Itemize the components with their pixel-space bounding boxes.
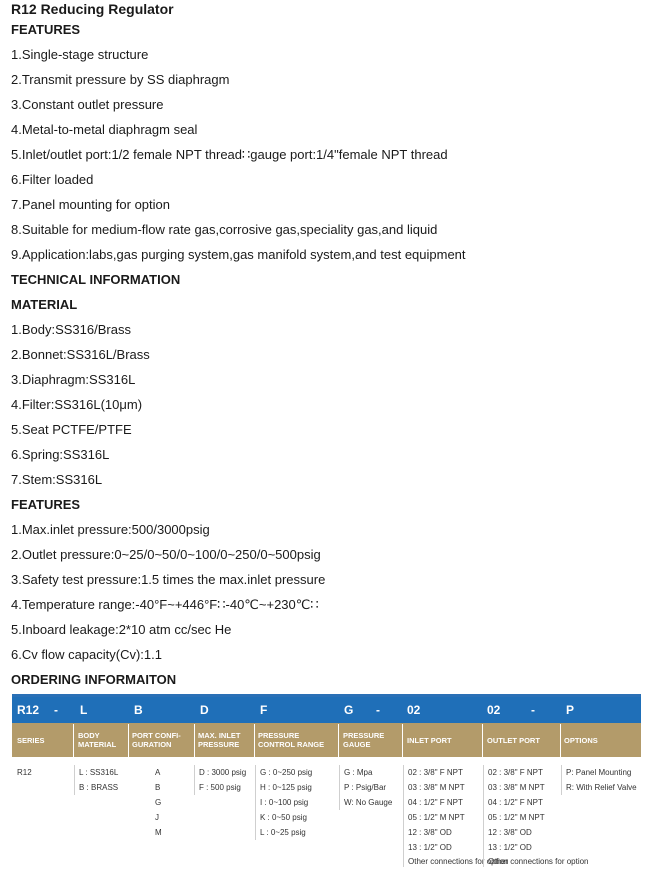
spec-item: 4.Temperature range:-40°F~+446°F∷-40℃~+230℃∷	[11, 597, 319, 612]
spec-item: 5.Inboard leakage:2*10 atm cc/sec He	[11, 622, 232, 637]
feature-item: 8.Suitable for medium-flow rate gas,corrosive gas,speciality gas,and liquid	[11, 222, 438, 237]
material-item: 3.Diaphragm:SS316L	[11, 372, 136, 387]
label-series: SERIES	[17, 735, 45, 745]
inlet-port-value: 02 : 3/8" F NPT	[408, 768, 463, 777]
body-material-value: L : SS316L	[79, 768, 119, 777]
outlet-port-value: 02 : 3/8" F NPT	[488, 768, 543, 777]
ordering-heading: ORDERING INFORMAITON	[11, 672, 177, 687]
port-config-column	[155, 765, 162, 840]
label-pressure-range: PRESSURE CONTROL RANGE	[258, 731, 325, 749]
code-body: L	[80, 703, 88, 717]
gauge-value: W: No Gauge	[344, 798, 393, 807]
feature-item: 6.Filter loaded	[11, 172, 94, 187]
product-page	[11, 0, 641, 692]
label-options: OPTIONS	[564, 735, 598, 745]
feature-item: 1.Single-stage structure	[11, 47, 149, 62]
inlet-port-value: 12 : 3/8" OD	[408, 828, 452, 837]
feature-item: 3.Constant outlet pressure	[11, 97, 164, 112]
outlet-port-value: 04 : 1/2" F NPT	[488, 798, 543, 807]
gauge-value: P : Psig/Bar	[344, 783, 387, 792]
outlet-port-value: 12 : 3/8" OD	[488, 828, 532, 837]
code-dash: -	[54, 703, 58, 717]
inlet-port-value: 13 : 1/2" OD	[408, 843, 452, 852]
ordering-body	[12, 757, 641, 887]
pressure-range-value: G : 0~250 psig	[260, 768, 313, 777]
code-dash: -	[531, 703, 535, 717]
pressure-range-value: L : 0~25 psig	[260, 828, 306, 837]
bottom-fade	[12, 873, 641, 887]
series-column	[17, 765, 32, 780]
code-series: R12	[17, 703, 40, 717]
pressure-range-value: H : 0~125 psig	[260, 783, 312, 792]
options-column	[561, 765, 637, 795]
inlet-port-column	[403, 765, 509, 867]
code-gauge: G	[344, 703, 354, 717]
label-bar	[12, 723, 641, 757]
spec-item: 6.Cv flow capacity(Cv):1.1	[11, 647, 162, 662]
gauge-value: G : Mpa	[344, 768, 373, 777]
material-item: 4.Filter:SS316L(10μm)	[11, 397, 143, 412]
features-heading: FEATURES	[11, 22, 81, 37]
label-max-inlet: MAX. INLET PRESSURE	[198, 731, 241, 749]
material-heading: MATERIAL	[11, 297, 78, 312]
code-inlet-port: 02	[407, 703, 421, 717]
port-config-value: M	[155, 828, 162, 837]
body-material-value: B : BRASS	[79, 783, 119, 792]
port-config-value: B	[155, 783, 161, 792]
feature-item: 7.Panel mounting for option	[11, 197, 170, 212]
spec-item: 3.Safety test pressure:1.5 times the max.inlet pressure	[11, 572, 326, 587]
outlet-port-value: 03 : 3/8" M NPT	[488, 783, 545, 792]
ordering-table	[12, 694, 641, 887]
code-dash: -	[376, 703, 380, 717]
spec-item: 2.Outlet pressure:0~25/0~50/0~100/0~250/0~500psig	[11, 547, 321, 562]
material-item: 5.Seat PCTFE/PTFE	[11, 422, 132, 437]
code-port: B	[134, 703, 143, 717]
max-inlet-value: F : 500 psig	[199, 783, 241, 792]
series-value: R12	[17, 768, 32, 777]
port-config-value: A	[155, 768, 161, 777]
inlet-port-value: 03 : 3/8" M NPT	[408, 783, 465, 792]
material-item: 7.Stem:SS316L	[11, 472, 103, 487]
outlet-port-value: 05 : 1/2" M NPT	[488, 813, 545, 822]
feature-item: 5.Inlet/outlet port:1/2 female NPT thread∷gauge port:1/4"female NPT thread	[11, 147, 448, 162]
inlet-port-value: 05 : 1/2" M NPT	[408, 813, 465, 822]
pressure-range-value: I : 0~100 psig	[260, 798, 309, 807]
outlet-port-column	[483, 765, 589, 867]
material-item: 2.Bonnet:SS316L/Brass	[11, 347, 150, 362]
features2-heading: FEATURES	[11, 497, 81, 512]
page-title: R12 Reducing Regulator	[11, 1, 174, 17]
pressure-range-column	[255, 765, 312, 840]
code-options: P	[566, 703, 575, 717]
max-inlet-value: D : 3000 psig	[199, 768, 247, 777]
outlet-port-value: 13 : 1/2" OD	[488, 843, 532, 852]
label-gauge: PRESSURE GAUGE	[343, 731, 385, 749]
code-bar	[12, 697, 641, 723]
label-port-config: PORT CONFI-GURATION	[132, 731, 181, 749]
feature-item: 4.Metal-to-metal diaphragm seal	[11, 122, 198, 137]
body-material-column	[74, 765, 118, 795]
material-item: 1.Body:SS316/Brass	[11, 322, 131, 337]
feature-item: 2.Transmit pressure by SS diaphragm	[11, 72, 230, 87]
pressure-range-value: K : 0~50 psig	[260, 813, 307, 822]
inlet-port-value: 04 : 1/2" F NPT	[408, 798, 463, 807]
code-outlet-port: 02	[487, 703, 501, 717]
label-outlet-port: OUTLET PORT	[487, 735, 540, 745]
max-inlet-column	[194, 765, 246, 795]
port-config-value: J	[155, 813, 159, 822]
code-inlet-pressure: D	[200, 703, 209, 717]
code-range: F	[260, 703, 268, 717]
spec-item: 1.Max.inlet pressure:500/3000psig	[11, 522, 210, 537]
inlet-port-note: Other connections for option	[408, 857, 509, 866]
option-value: R: With Relief Valve	[566, 783, 637, 792]
material-item: 6.Spring:SS316L	[11, 447, 110, 462]
technical-heading: TECHNICAL INFORMATION	[11, 272, 181, 287]
gauge-column	[339, 765, 392, 810]
feature-item: 9.Application:labs,gas purging system,gas manifold system,and test equipment	[11, 247, 466, 262]
port-config-value: G	[155, 798, 162, 807]
outlet-port-note: Other connections for option	[488, 857, 589, 866]
option-value: P: Panel Mounting	[566, 768, 632, 777]
label-inlet-port: INLET PORT	[407, 735, 452, 745]
label-body-material: BODY MATERIAL	[78, 731, 117, 749]
